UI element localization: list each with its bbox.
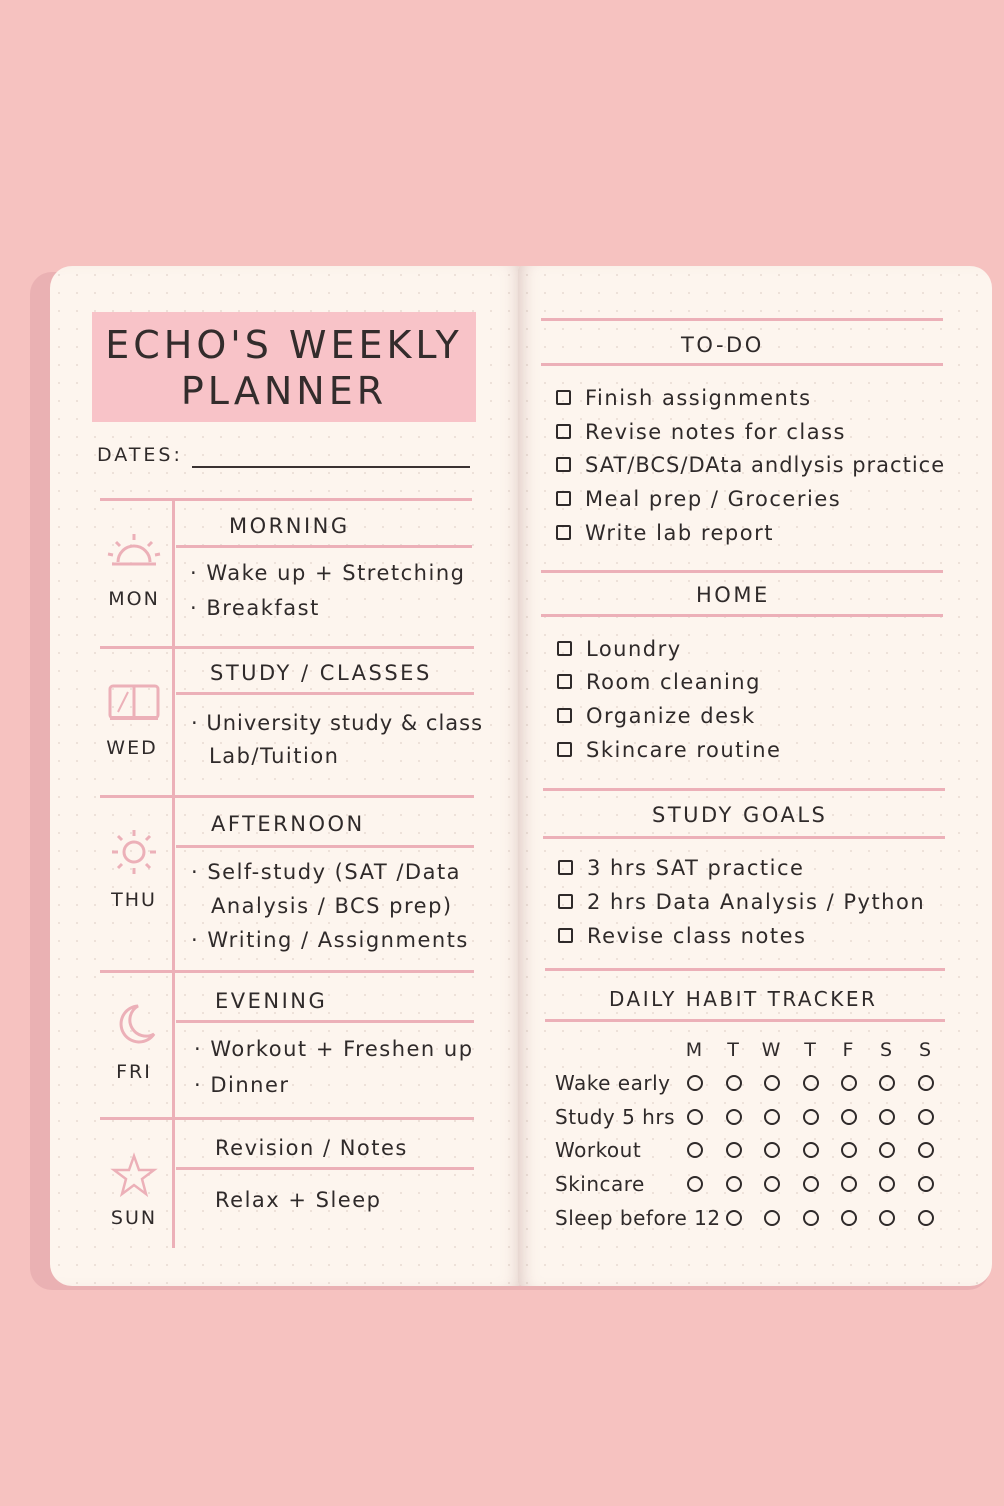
study-goal-label: 2 hrs Data Analysis / Python xyxy=(587,890,926,914)
checkbox[interactable] xyxy=(556,424,571,439)
habit-check-circle[interactable] xyxy=(803,1109,819,1125)
divider xyxy=(176,692,474,695)
schedule-item: Lab/Tuition xyxy=(209,744,340,768)
todo-item-label: Finish assignments xyxy=(585,386,812,410)
habit-day-header: W xyxy=(761,1039,783,1061)
todo-item[interactable] xyxy=(556,386,812,410)
habit-check-circle[interactable] xyxy=(918,1109,934,1125)
habit-check-circle[interactable] xyxy=(803,1142,819,1158)
home-item[interactable] xyxy=(557,738,781,762)
todo-item[interactable] xyxy=(556,487,841,511)
divider xyxy=(100,970,474,973)
study-goal-item[interactable] xyxy=(558,890,925,914)
study-goal-label: Revise class notes xyxy=(587,924,807,948)
todo-item-label: Revise notes for class xyxy=(585,420,846,444)
study-goal-item[interactable] xyxy=(558,856,804,880)
home-item-label: Loundry xyxy=(586,637,682,661)
schedule-item: · Dinner xyxy=(194,1073,290,1097)
habit-check-circle[interactable] xyxy=(918,1075,934,1091)
habit-check-circle[interactable] xyxy=(726,1142,742,1158)
book-icon xyxy=(104,680,164,732)
study-goal-label: 3 hrs SAT practice xyxy=(587,856,805,880)
dates-label: DATES: xyxy=(97,444,183,466)
habit-check-circle[interactable] xyxy=(918,1176,934,1192)
home-item[interactable] xyxy=(557,637,682,661)
habit-check-circle[interactable] xyxy=(841,1142,857,1158)
habit-check-circle[interactable] xyxy=(803,1176,819,1192)
divider xyxy=(100,498,472,501)
schedule-item: · Workout + Freshen up xyxy=(194,1037,474,1061)
checkbox[interactable] xyxy=(557,708,572,723)
habit-name: Workout xyxy=(555,1138,642,1162)
habit-check-circle[interactable] xyxy=(879,1176,895,1192)
habit-day-header: S xyxy=(879,1039,895,1061)
habit-name: Sleep before 12 xyxy=(555,1206,721,1230)
todo-heading: TO-DO xyxy=(681,333,764,357)
schedule-item: · Breakfast xyxy=(190,596,320,620)
star-icon xyxy=(104,1150,164,1202)
habit-check-circle[interactable] xyxy=(726,1210,742,1226)
schedule-item: · Self-study (SAT /Data xyxy=(191,860,462,884)
day-label-wed: WED xyxy=(106,737,158,759)
divider xyxy=(176,1167,474,1170)
divider xyxy=(176,845,474,848)
home-item-label: Organize desk xyxy=(586,704,756,728)
checkbox[interactable] xyxy=(558,894,573,909)
checkbox[interactable] xyxy=(556,457,571,472)
checkbox[interactable] xyxy=(556,390,571,405)
checkbox[interactable] xyxy=(557,742,572,757)
checkbox[interactable] xyxy=(556,525,571,540)
todo-item-label: Meal prep / Groceries xyxy=(585,487,842,511)
day-column-divider xyxy=(172,500,175,1248)
section-heading-afternoon: AFTERNOON xyxy=(211,812,365,836)
habit-check-circle[interactable] xyxy=(726,1109,742,1125)
todo-item[interactable] xyxy=(556,453,945,477)
sun-icon xyxy=(104,826,164,878)
habit-check-circle[interactable] xyxy=(841,1176,857,1192)
habit-day-header: S xyxy=(918,1039,934,1061)
habit-name: Study 5 hrs xyxy=(555,1105,676,1129)
section-heading-study-classes: STUDY / CLASSES xyxy=(210,661,432,685)
habit-check-circle[interactable] xyxy=(764,1176,780,1192)
study-goals-heading: STUDY GOALS xyxy=(652,803,828,827)
divider xyxy=(100,795,474,798)
habit-check-circle[interactable] xyxy=(879,1210,895,1226)
schedule-item: · University study & class xyxy=(191,711,484,735)
schedule-item: · Writing / Assignments xyxy=(191,928,469,952)
habit-check-circle[interactable] xyxy=(687,1109,703,1125)
checkbox[interactable] xyxy=(557,641,572,656)
section-heading-evening: EVENING xyxy=(215,989,328,1013)
home-item[interactable] xyxy=(557,670,761,694)
habit-check-circle[interactable] xyxy=(764,1109,780,1125)
study-goal-item[interactable] xyxy=(558,924,806,948)
habit-check-circle[interactable] xyxy=(803,1210,819,1226)
checkbox[interactable] xyxy=(558,860,573,875)
habit-check-circle[interactable] xyxy=(879,1142,895,1158)
habit-check-circle[interactable] xyxy=(687,1176,703,1192)
planner-title-line2: PLANNER xyxy=(180,369,388,413)
divider xyxy=(545,1019,945,1022)
home-item-label: Room cleaning xyxy=(586,670,761,694)
divider xyxy=(176,1020,474,1023)
home-item[interactable] xyxy=(557,704,756,728)
habit-check-circle[interactable] xyxy=(841,1075,857,1091)
habit-day-header: M xyxy=(685,1039,705,1061)
habit-check-circle[interactable] xyxy=(764,1142,780,1158)
divider xyxy=(541,614,943,617)
habit-day-header: F xyxy=(842,1039,856,1061)
habit-check-circle[interactable] xyxy=(841,1109,857,1125)
habit-check-circle[interactable] xyxy=(687,1075,703,1091)
habit-check-circle[interactable] xyxy=(879,1109,895,1125)
home-heading: HOME xyxy=(696,583,770,607)
habit-check-circle[interactable] xyxy=(764,1210,780,1226)
habit-check-circle[interactable] xyxy=(764,1075,780,1091)
schedule-item: Relax + Sleep xyxy=(215,1188,382,1212)
dates-input-line[interactable] xyxy=(192,466,470,468)
checkbox[interactable] xyxy=(558,928,573,943)
divider xyxy=(100,1117,474,1120)
todo-item-label: SAT/BCS/DAta andlysis practice xyxy=(585,453,946,477)
habit-check-circle[interactable] xyxy=(803,1075,819,1091)
checkbox[interactable] xyxy=(556,491,571,506)
sunrise-icon xyxy=(104,530,164,582)
right-page xyxy=(518,266,992,1286)
habit-check-circle[interactable] xyxy=(726,1075,742,1091)
habit-check-circle[interactable] xyxy=(879,1075,895,1091)
habit-check-circle[interactable] xyxy=(841,1210,857,1226)
habit-tracker-heading: DAILY HABIT TRACKER xyxy=(609,987,878,1011)
divider xyxy=(545,968,945,971)
day-label-thu: THU xyxy=(111,889,157,911)
habit-day-header: T xyxy=(804,1039,818,1061)
habit-day-header: T xyxy=(727,1039,741,1061)
day-label-sun: SUN xyxy=(110,1207,158,1229)
habit-name: Skincare xyxy=(555,1172,645,1196)
divider xyxy=(176,545,472,548)
divider xyxy=(541,363,943,366)
divider xyxy=(541,570,943,573)
planner-title-line1: ECHO'S WEEKLY xyxy=(105,323,463,367)
todo-item-label: Write lab report xyxy=(585,521,774,545)
habit-check-circle[interactable] xyxy=(918,1142,934,1158)
checkbox[interactable] xyxy=(557,674,572,689)
todo-item[interactable] xyxy=(556,521,774,545)
habit-check-circle[interactable] xyxy=(726,1176,742,1192)
schedule-item: Analysis / BCS prep) xyxy=(211,894,453,918)
divider xyxy=(543,836,945,839)
day-label-fri: FRI xyxy=(116,1061,152,1083)
day-label-mon: MON xyxy=(108,588,160,610)
divider xyxy=(100,646,474,649)
habit-check-circle[interactable] xyxy=(687,1142,703,1158)
home-item-label: Skincare routine xyxy=(586,738,782,762)
divider xyxy=(543,788,945,791)
moon-icon xyxy=(104,1000,164,1052)
habit-name: Wake early xyxy=(555,1071,671,1095)
divider xyxy=(541,318,943,321)
habit-check-circle[interactable] xyxy=(918,1210,934,1226)
section-heading-morning: MORNING xyxy=(229,514,350,538)
schedule-item: · Wake up + Stretching xyxy=(190,561,466,585)
section-heading-revision: Revision / Notes xyxy=(215,1136,408,1160)
planner-title-block xyxy=(92,312,476,422)
todo-item[interactable] xyxy=(556,420,846,444)
